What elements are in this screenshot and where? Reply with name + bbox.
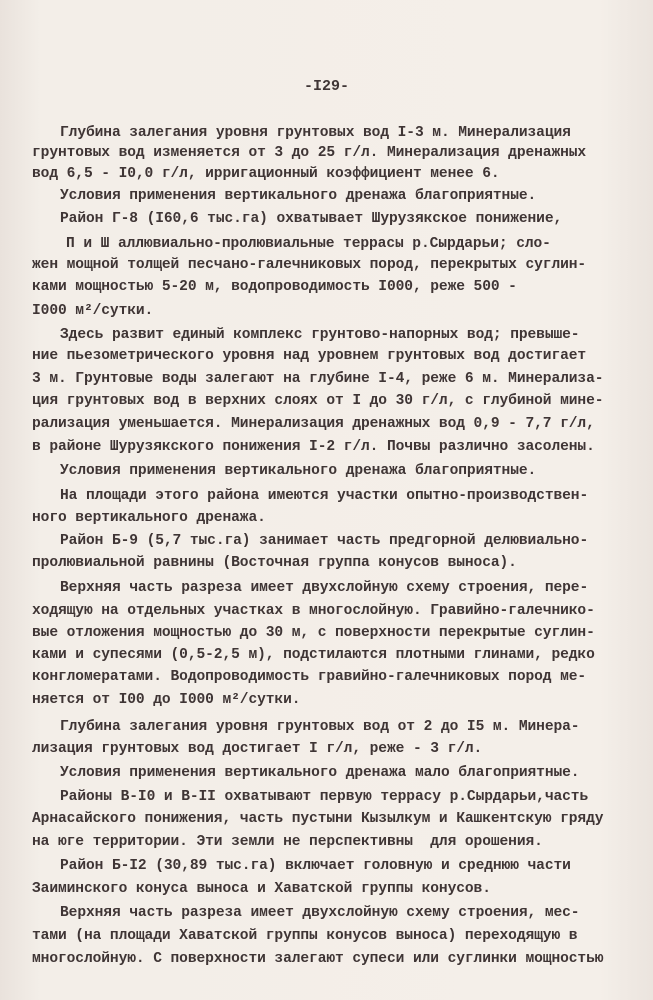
text-line: ние пьезометрического уровня над уровнем грунтовых вод достигает bbox=[32, 348, 587, 364]
text-line: П и Ш аллювиально-пролювиальные террасы р.Сырдарьи; сло- bbox=[66, 236, 551, 252]
text-line: Район Г-8 (I60,6 тыс.га) охватывает Шурузякское понижение, bbox=[60, 211, 563, 227]
text-line: Район Б-9 (5,7 тыс.га) занимает часть предгорной делювиально- bbox=[60, 533, 589, 549]
text-line: I000 м²/сутки. bbox=[32, 303, 154, 319]
text-line: на юге территории. Эти земли не перспективны для орошения. bbox=[32, 834, 543, 850]
text-line: Верхняя часть разреза имеет двухслойную схему строения, мес- bbox=[60, 905, 580, 921]
text-line: грунтовых вод изменяется от 3 до 25 г/л. Минерализация дренажных bbox=[32, 145, 587, 161]
text-line: тами (на площади Хаватской группы конусов выноса) переходящую в bbox=[32, 928, 578, 944]
text-line: няется от I00 до I000 м²/сутки. bbox=[32, 692, 301, 708]
text-line: ходящую на отдельных участках в многослойную. Гравийно-галечнико- bbox=[32, 603, 595, 619]
text-line: многослойную. С поверхности залегают супеси или суглинки мощностью bbox=[32, 951, 604, 967]
text-line: ция грунтовых вод в верхних слоях от I до 30 г/л, с глубиной мине- bbox=[32, 393, 604, 409]
text-line: ного вертикального дренажа. bbox=[32, 510, 266, 526]
text-line: Глубина залегания уровня грунтовых вод от 2 до I5 м. Минера- bbox=[60, 719, 580, 735]
text-line: Здесь развит единый комплекс грунтово-напорных вод; превыше- bbox=[60, 327, 580, 343]
text-line: Верхняя часть разреза имеет двухслойную схему строения, пере- bbox=[60, 580, 589, 596]
text-line: 3 м. Грунтовые воды залегают на глубине I-4, реже 6 м. Минерализа- bbox=[32, 371, 604, 387]
text-line: Условия применения вертикального дренажа благоприятные. bbox=[60, 188, 537, 204]
text-line: На площади этого района имеются участки опытно-производствен- bbox=[60, 488, 589, 504]
text-line: Районы В-I0 и В-II охватывают первую террасу р.Сырдарьи,часть bbox=[60, 789, 589, 805]
text-line: рализация уменьшается. Минерализация дренажных вод 0,9 - 7,7 г/л, bbox=[32, 416, 595, 432]
text-line: лизация грунтовых вод достигает I г/л, реже - 3 г/л. bbox=[32, 741, 483, 757]
text-line: Глубина залегания уровня грунтовых вод I-3 м. Минерализация bbox=[60, 125, 571, 141]
text-line: пролювиальной равнины (Восточная группа конусов выноса). bbox=[32, 555, 517, 571]
text-line: конгломератами. Водопроводимость гравийно-галечниковых пород ме- bbox=[32, 669, 587, 685]
text-line: Условия применения вертикального дренажа благоприятные. bbox=[60, 463, 537, 479]
text-line: вые отложения мощностью до 30 м, с поверхности перекрытые суглин- bbox=[32, 625, 595, 641]
text-line: в районе Шурузякского понижения I-2 г/л. Почвы различно засолены. bbox=[32, 439, 595, 455]
text-line: жен мощной толщей песчано-галечниковых пород, перекрытых суглин- bbox=[32, 257, 587, 273]
text-line: Заиминского конуса выноса и Хаватской группы конусов. bbox=[32, 881, 491, 897]
page-number: -I29- bbox=[303, 78, 349, 95]
text-line: вод 6,5 - I0,0 г/л, ирригационный коэффициент менее 6. bbox=[32, 166, 500, 182]
text-line: Условия применения вертикального дренажа мало благоприятные. bbox=[60, 765, 580, 781]
text-line: Район Б-I2 (30,89 тыс.га) включает головную и среднюю части bbox=[60, 858, 571, 874]
text-line: ками и супесями (0,5-2,5 м), подстилаются плотными глинами, редко bbox=[32, 647, 595, 663]
text-line: Арнасайского понижения, часть пустыни Кызылкум и Кашкентскую гряду bbox=[32, 811, 604, 827]
text-line: ками мощностью 5-20 м, водопроводимость I000, реже 500 - bbox=[32, 279, 517, 295]
